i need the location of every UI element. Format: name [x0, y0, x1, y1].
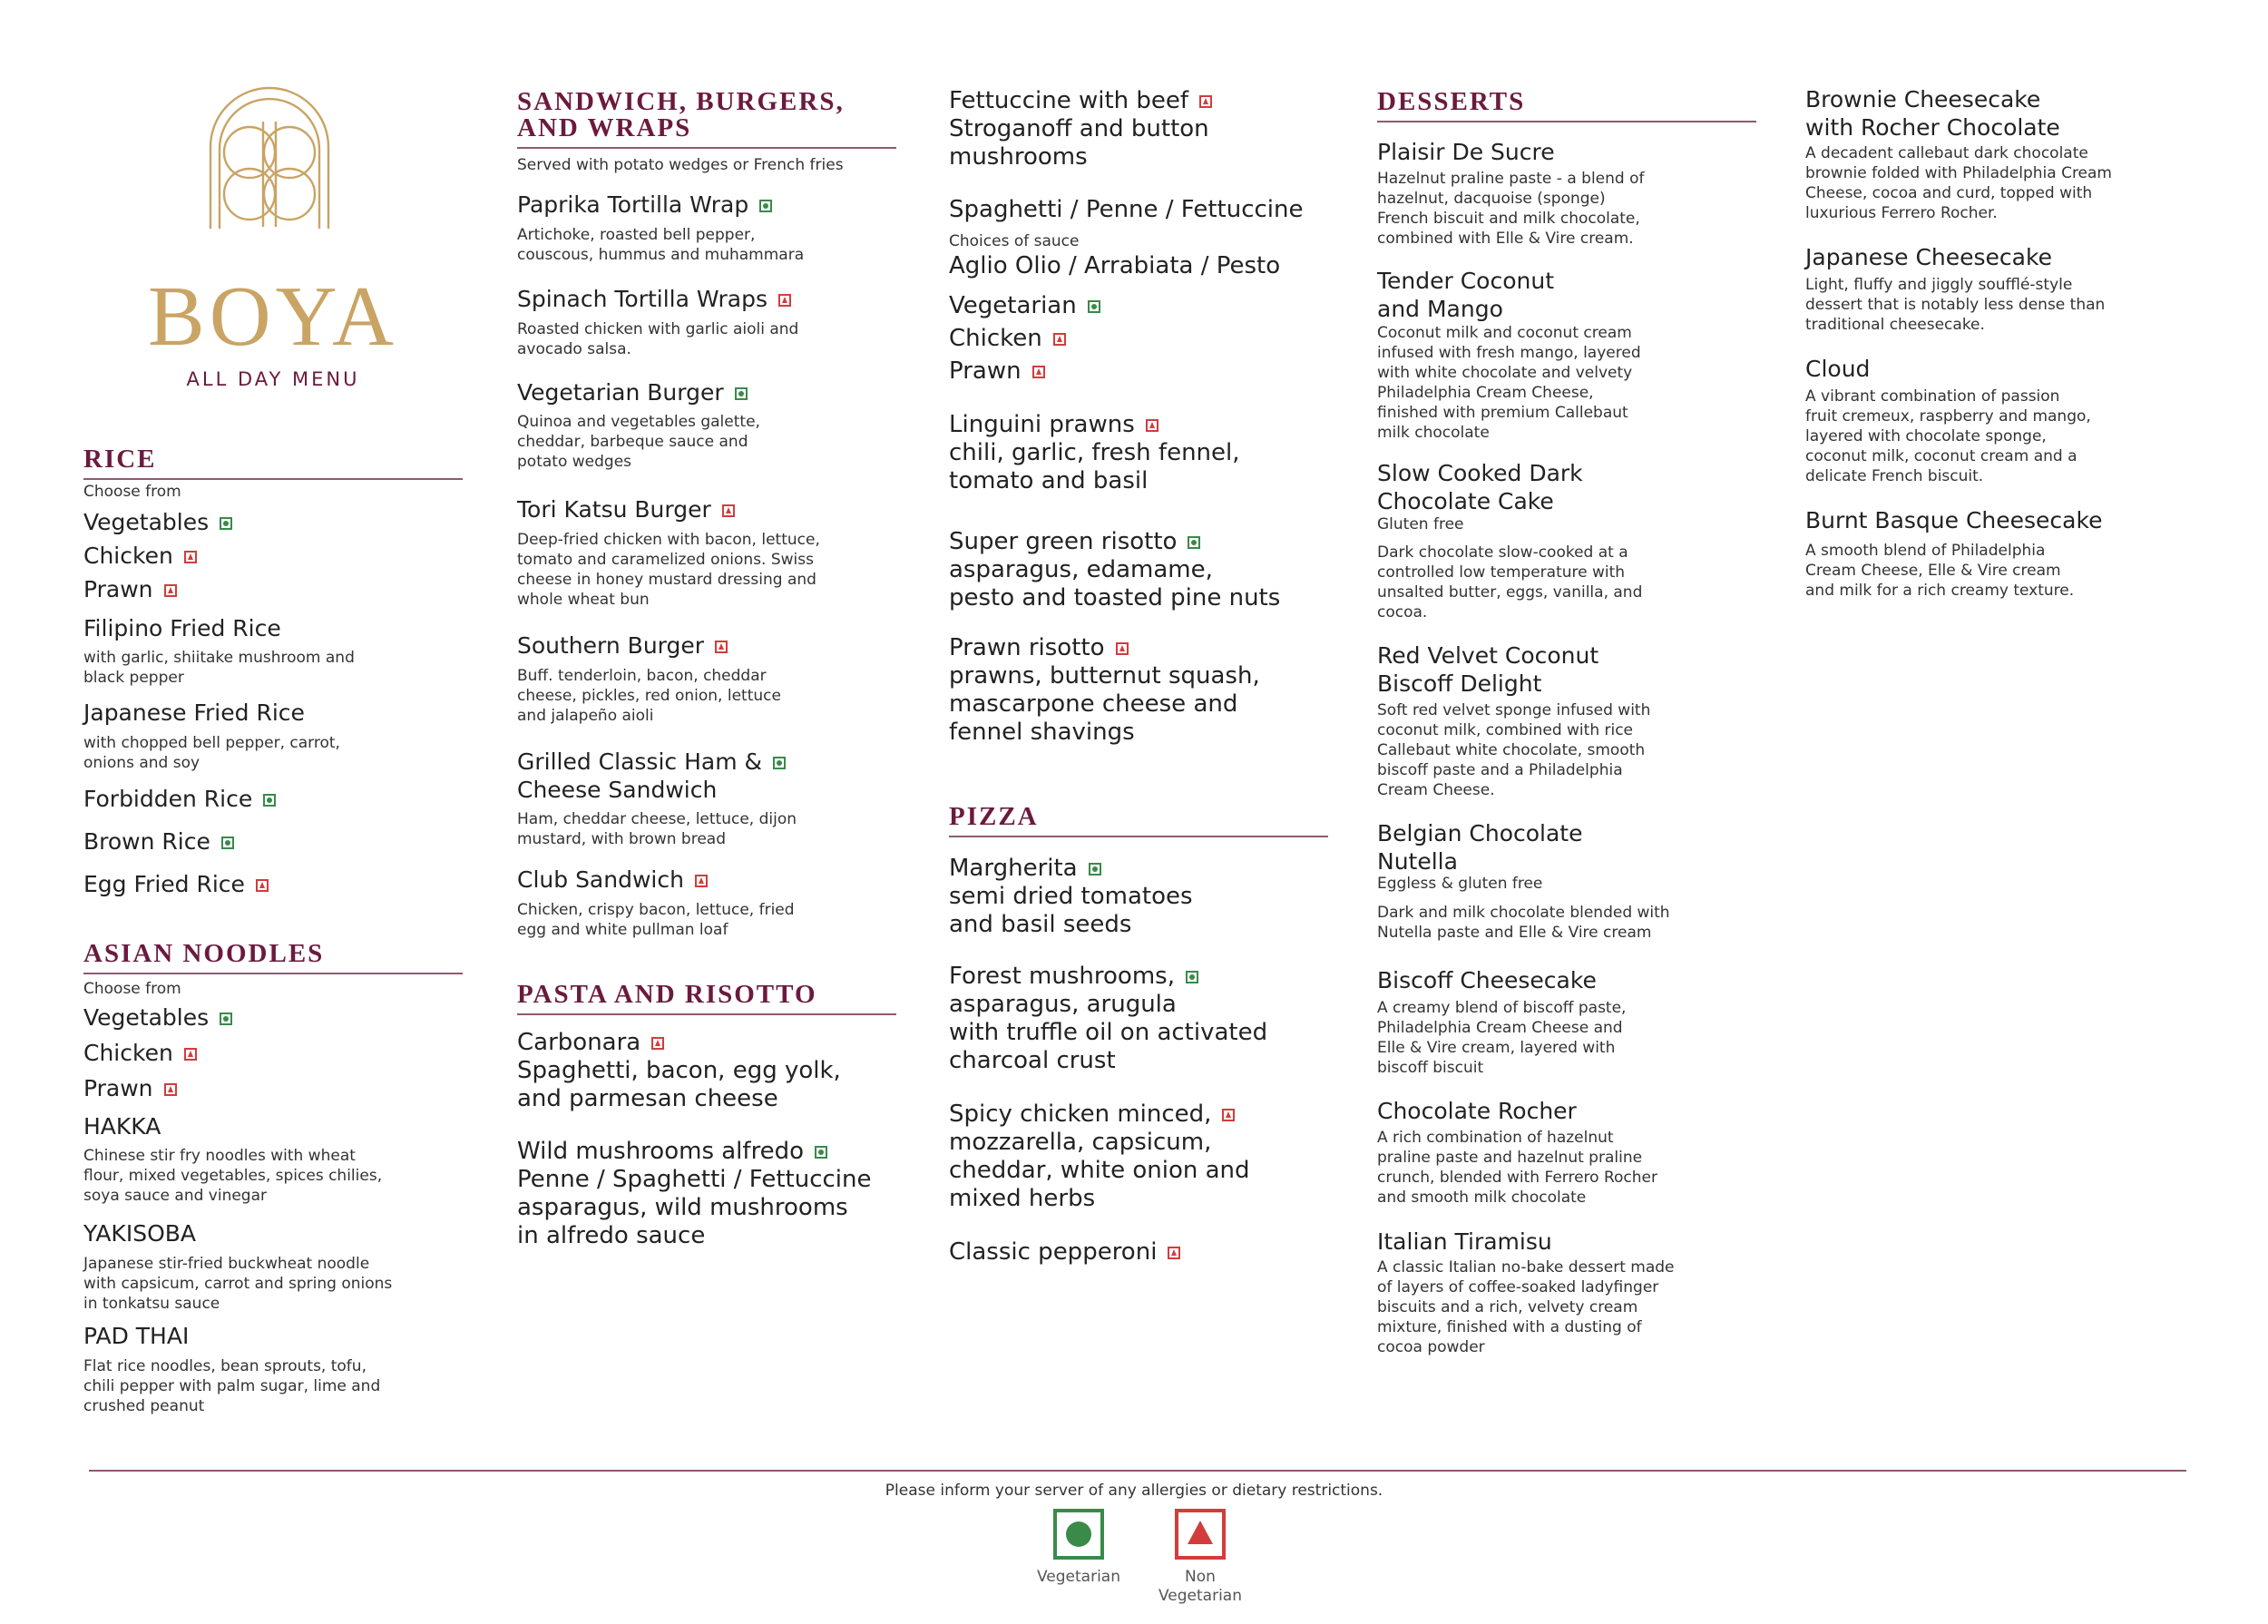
pasta-item: Prawn risotto prawns, butternut squash, mascarpone cheese and fennel shavings: [949, 634, 1260, 746]
rice-choice: Prawn: [83, 575, 177, 603]
dessert-name: Biscoff Cheesecake: [1377, 967, 1597, 993]
footer-divider: [89, 1470, 2186, 1472]
dessert-desc: A smooth blend of Philadelphia Cream Cheese, Elle & Vire cream and milk for a rich creamy texture.: [1805, 542, 2075, 600]
veg-icon: [815, 1146, 827, 1159]
dessert-desc: A decadent callebaut dark chocolate brownie folded with Philadelphia Cream Cheese, cocoa and curd, topped with luxurious Ferrero Rocher.: [1805, 144, 2112, 222]
menu-subtitle: ALL DAY MENU: [186, 368, 360, 390]
non-veg-icon: [184, 551, 197, 563]
dessert-name: Italian Tiramisu: [1377, 1228, 1552, 1255]
menu-item-desc: Buff. tenderloin, bacon, cheddar cheese, pickles, red onion, lettuce and jalapeño aioli: [517, 667, 781, 725]
non-veg-icon: [1146, 419, 1158, 432]
veg-icon: [735, 387, 748, 400]
dessert-desc: Soft red velvet sponge infused with coconut milk, combined with rice Callebaut white chocolate, smooth biscoff paste and a Philadelphia Cream Cheese.: [1377, 701, 1651, 799]
dessert-name: Belgian Chocolate Nutella: [1377, 820, 1583, 875]
menu-item-name: Brown Rice: [83, 827, 234, 856]
non-veg-icon: [1032, 366, 1045, 378]
noodles-choose-label: Choose from: [83, 980, 181, 998]
pasta-section-title: PASTA AND RISOTTO: [517, 982, 896, 1015]
rice-choice: Chicken: [83, 542, 197, 570]
veg-icon: [220, 517, 232, 530]
column-2: [517, 0, 896, 1452]
non-veg-icon: [695, 875, 708, 887]
menu-item-desc: Flat rice noodles, bean sprouts, tofu, chili pepper with palm sugar, lime and crushed peanut: [83, 1357, 381, 1415]
menu-item-name: Forbidden Rice: [83, 785, 276, 813]
dessert-desc: Coconut milk and coconut cream infused with fresh mango, layered with white chocolate and velvety Philadelphia Cream Cheese, finished with premium Callebaut milk chocolate: [1377, 324, 1641, 442]
pizza-item: Margherita semi dried tomatoes and basil seeds: [949, 855, 1193, 938]
pizza-item: Spicy chicken minced, mozzarella, capsicum, cheddar, white onion and mixed herbs: [949, 1101, 1250, 1212]
menu-item-name: Egg Fried Rice: [83, 870, 269, 898]
veg-icon: [220, 1013, 232, 1025]
veg-icon: [221, 836, 234, 849]
noodles-choice: Chicken: [83, 1039, 197, 1067]
menu-item-name: YAKISOBA: [83, 1220, 196, 1247]
menu-item-name: Club Sandwich: [517, 866, 708, 894]
pasta-item: Fettuccine with beef Stroganoff and button mushrooms: [949, 87, 1212, 171]
menu-item-desc: with chopped bell pepper, carrot, onions and soy: [83, 734, 340, 772]
veg-icon: [1088, 300, 1100, 313]
dessert-name: Plaisir De Sucre: [1377, 139, 1555, 165]
menu-item-desc: Artichoke, roasted bell pepper, couscous, hummus and muhammara: [517, 226, 805, 264]
dessert-desc: A vibrant combination of passion fruit cremeux, raspberry and mango, layered with chocolate sponge, coconut milk, coconut cream and a delicate French biscuit.: [1805, 387, 2091, 485]
non-veg-icon: [722, 504, 735, 517]
menu-item-desc: Chinese stir fry noodles with wheat flour, mixed vegetables, spices chilies, soya sauce and vinegar: [83, 1147, 383, 1205]
menu-item-desc: with garlic, shiitake mushroom and black pepper: [83, 649, 355, 687]
dessert-name: Japanese Cheesecake: [1805, 244, 2052, 270]
veg-icon: [263, 794, 276, 807]
dessert-name: Slow Cooked Dark Chocolate Cake: [1377, 460, 1583, 514]
veg-icon: [759, 200, 772, 212]
dessert-name: Burnt Basque Cheesecake: [1805, 507, 2103, 533]
menu-item-name: Southern Burger: [517, 631, 728, 660]
non-veg-icon: [1053, 333, 1066, 346]
menu-item-name: HAKKA: [83, 1113, 161, 1140]
column-5: [1805, 0, 2185, 1452]
dessert-name: Red Velvet Coconut Biscoff Delight: [1377, 642, 1599, 697]
noodles-choice: Vegetables: [83, 1003, 232, 1032]
brand-name: BOYA: [148, 269, 398, 364]
dessert-desc: A rich combination of hazelnut praline paste and hazelnut praline crunch, blended with Ferrero Rocher and smooth milk chocolate: [1377, 1129, 1657, 1207]
pizza-section-title: PIZZA: [949, 804, 1328, 837]
non-veg-icon: [164, 1083, 177, 1096]
menu-item-desc: Deep-fried chicken with bacon, lettuce, tomato and caramelized onions. Swiss cheese in honey mustard dressing and whole wheat bun: [517, 531, 820, 609]
dessert-note: Gluten free: [1377, 515, 1464, 533]
dessert-note: Eggless & gluten free: [1377, 875, 1543, 893]
pasta-choice: Prawn: [949, 357, 1045, 386]
noodles-section-title: ASIAN NOODLES: [83, 941, 463, 974]
pasta-choice: Vegetarian: [949, 292, 1100, 320]
non-veg-icon: [184, 1048, 197, 1061]
noodles-choice: Prawn: [83, 1074, 177, 1102]
non-veg-icon: [256, 879, 269, 892]
non-veg-icon: [1222, 1109, 1235, 1121]
dessert-name: Cloud: [1805, 356, 1871, 382]
vegetarian-legend-label: Vegetarian: [1036, 1568, 1120, 1586]
dessert-desc: A creamy blend of biscoff paste, Philadelphia Cream Cheese and Elle & Vire cream, layered with biscoff biscuit: [1377, 999, 1627, 1077]
menu-item-desc: Roasted chicken with garlic aioli and avocado salsa.: [517, 320, 799, 358]
veg-icon: [1186, 971, 1198, 983]
menu-item-name: Japanese Fried Rice: [83, 699, 305, 726]
dessert-desc: Dark chocolate slow-cooked at a controlled low temperature with unsalted butter, eggs, vanilla, and cocoa.: [1377, 543, 1643, 621]
non-veg-icon: [1168, 1247, 1180, 1259]
pasta-item: Carbonara Spaghetti, bacon, egg yolk, and parmesan cheese: [517, 1029, 841, 1112]
dessert-name: Tender Coconut and Mango: [1377, 268, 1555, 322]
menu-item-desc: Quinoa and vegetables galette, cheddar, barbeque sauce and potato wedges: [517, 413, 760, 471]
rice-choice: Vegetables: [83, 508, 232, 536]
non-veg-icon: [164, 584, 177, 597]
menu-item-name: Grilled Classic Ham & Cheese Sandwich: [517, 748, 786, 804]
menu-item-name: Filipino Fried Rice: [83, 615, 281, 641]
column-1: [83, 0, 463, 1452]
veg-icon: [773, 757, 786, 769]
column-3: [949, 0, 1328, 1452]
veg-icon: [1188, 536, 1200, 549]
menu-item-desc: Ham, cheddar cheese, lettuce, dijon mustard, with brown bread: [517, 810, 797, 848]
pasta-item: Wild mushrooms alfredo Penne / Spaghetti / Fettuccine asparagus, wild mushrooms in alfredo sauce: [517, 1138, 872, 1249]
pizza-item: Classic pepperoni: [949, 1238, 1180, 1267]
non-vegetarian-legend-label: Non Vegetarian: [1158, 1568, 1242, 1605]
dessert-desc: Hazelnut praline paste - a blend of hazelnut, dacquoise (sponge) French biscuit and milk chocolate, combined with Elle & Vire cream.: [1377, 170, 1645, 248]
boya-logo-emblem: [201, 85, 337, 230]
menu-item-name: Spinach Tortilla Wraps: [517, 285, 791, 313]
pasta-sauces: Aglio Olio / Arrabiata / Pesto: [949, 252, 1281, 279]
pasta-item: Linguini prawns chili, garlic, fresh fennel, tomato and basil: [949, 411, 1240, 494]
sandwich-note: Served with potato wedges or French fries: [517, 156, 844, 174]
dessert-name: Brownie Cheesecake with Rocher Chocolate: [1805, 86, 2060, 141]
dessert-name: Chocolate Rocher: [1377, 1098, 1577, 1124]
menu-item-name: Vegetarian Burger: [517, 378, 748, 406]
rice-section-title: RICE: [83, 446, 463, 480]
sandwich-section-title: SANDWICH, BURGERS, AND WRAPS: [517, 89, 896, 149]
menu-item-name: Paprika Tortilla Wrap: [517, 191, 772, 219]
desserts-section-title: DESSERTS: [1377, 89, 1756, 122]
rice-choose-label: Choose from: [83, 483, 181, 501]
allergy-note: Please inform your server of any allergies or dietary restrictions.: [885, 1482, 1383, 1500]
non-veg-icon: [651, 1037, 664, 1050]
veg-icon: [1089, 863, 1101, 876]
non-veg-icon: [1199, 95, 1212, 108]
menu-item-name: Tori Katsu Burger: [517, 495, 735, 523]
non-veg-icon: [1116, 642, 1129, 655]
pizza-item: Forest mushrooms, asparagus, arugula with truffle oil on activated charcoal crust: [949, 963, 1268, 1074]
menu-item-desc: Chicken, crispy bacon, lettuce, fried egg and white pullman loaf: [517, 901, 795, 939]
dessert-desc: Dark and milk chocolate blended with Nutella paste and Elle & Vire cream: [1377, 904, 1670, 942]
vegetarian-legend-icon: [1053, 1509, 1104, 1560]
menu-item-desc: Japanese stir-fried buckwheat noodle with capsicum, carrot and spring onions in tonkatsu sauce: [83, 1255, 393, 1313]
menu-item-name: PAD THAI: [83, 1323, 190, 1349]
pasta-item: Super green risotto asparagus, edamame, pesto and toasted pine nuts: [949, 528, 1281, 611]
column-4: [1377, 0, 1756, 1452]
non-veg-icon: [715, 641, 728, 653]
dessert-desc: Light, fluffy and jiggly soufflé-style dessert that is notably less dense than traditional cheesecake.: [1805, 276, 2106, 334]
pasta-choice-title: Spaghetti / Penne / Fettuccine: [949, 196, 1304, 223]
non-veg-icon: [778, 294, 791, 307]
dessert-desc: A classic Italian no-bake dessert made of layers of coffee-soaked ladyfinger biscuits and a rich, velvety cream mixture, finished with a dusting of cocoa powder: [1377, 1258, 1675, 1356]
pasta-sauce-label: Choices of sauce: [949, 232, 1080, 250]
non-vegetarian-legend-icon: [1175, 1509, 1226, 1560]
pasta-choice: Chicken: [949, 325, 1066, 353]
